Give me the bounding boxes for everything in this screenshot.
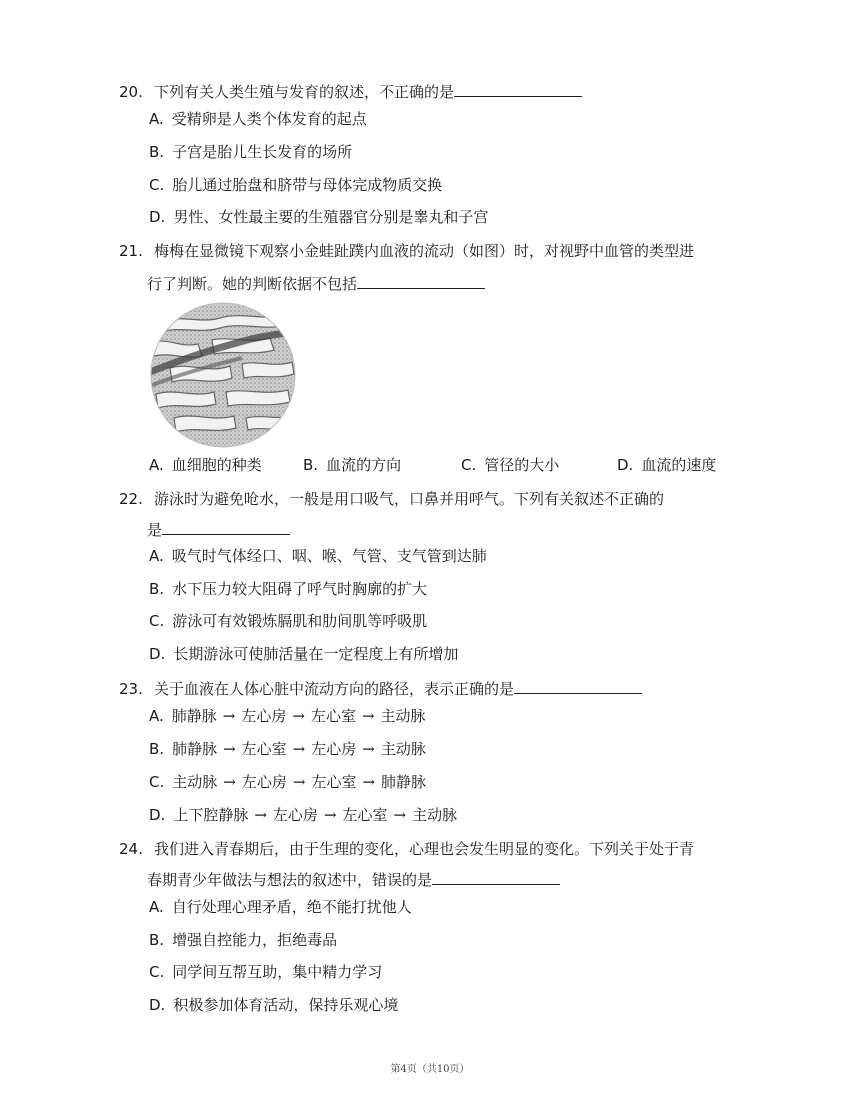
option-21-b[interactable]: B. 血流的方向 [303,456,402,474]
arrow-icon: → [361,707,375,725]
question-23 [119,677,759,700]
option-23-d[interactable]: D. 上下腔静脉 → 左心房 → 左心室 → 主动脉 [149,806,458,824]
arrow-icon: → [292,707,305,725]
option-23-b[interactable]: B. 肺静脉 → 左心室 → 左心房 → 主动脉 [149,740,426,758]
question-22-line2 [147,518,787,541]
option-21-c[interactable]: C. 管径的大小 [461,456,560,474]
answer-blank[interactable] [514,677,642,694]
question-24 [119,838,759,860]
question-22 [119,488,759,510]
option-21-d[interactable]: D. 血流的速度 [617,456,717,474]
arrow-icon: → [254,806,267,824]
option-22-b[interactable]: B. 水下压力较大阻碍了呼气时胸廓的扩大 [149,580,428,598]
answer-blank[interactable] [357,272,485,289]
question-21-line2 [147,272,787,295]
arrow-icon: → [292,773,306,791]
option-24-d[interactable]: D. 积极参加体育活动，保持乐观心境 [149,996,399,1014]
question-stem: 关于血液在人体心脏中流动方向的路径，表示正确的是 [154,680,515,698]
arrow-icon: → [362,740,375,758]
question-number: 24. [119,840,143,858]
question-number: 23. [119,680,143,698]
question-stem-line1: 梅梅在显微镜下观察小金蛙趾蹼内血液的流动（如图）时，对视野中血管的类型进 [154,242,695,260]
arrow-icon: → [393,806,407,824]
option-24-b[interactable]: B. 增强自控能力，拒绝毒品 [149,931,338,949]
question-number: 20. [119,83,143,101]
option-24-c[interactable]: C. 同学间互帮互助，集中精力学习 [149,963,383,981]
option-22-a[interactable]: A. 吸气时气体经口、咽、喉、气管、支气管到达肺 [149,547,487,565]
arrow-icon: → [223,740,236,758]
option-24-a[interactable]: A. 自行处理心理矛盾，绝不能打扰他人 [149,898,412,916]
question-stem-line2: 是 [147,521,163,539]
option-23-c[interactable]: C. 主动脉 → 左心房 → 左心室 → 肺静脉 [149,773,427,791]
question-stem-line1: 游泳时为避免呛水，一般是用口吸气，口鼻并用呼气。下列有关叙述不正确的 [154,490,665,508]
question-stem: 下列有关人类生殖与发育的叙述，不正确的是 [154,83,455,101]
question-stem-line2: 行了判断。她的判断依据不包括 [147,275,358,293]
answer-blank[interactable] [432,868,560,885]
arrow-icon: → [362,773,376,791]
question-number: 22. [119,490,143,508]
option-21-a[interactable]: A. 血细胞的种类 [149,456,262,474]
option-22-c[interactable]: C. 游泳可有效锻炼膈肌和肋间肌等呼吸肌 [149,612,428,630]
microscope-view-image [150,302,296,448]
question-21 [119,240,759,262]
answer-blank[interactable] [162,518,290,535]
question-24-line2 [147,868,787,891]
question-stem-line1: 我们进入青春期后，由于生理的变化，心理也会发生明显的变化。下列关于处于青 [154,840,695,858]
question-stem-line2: 春期青少年做法与想法的叙述中，错误的是 [147,871,433,889]
question-number: 21. [119,242,143,260]
option-20-b[interactable]: B. 子宫是胎儿生长发育的场所 [149,143,353,161]
answer-blank[interactable] [454,80,582,97]
option-20-a[interactable]: A. 受精卵是人类个体发育的起点 [149,110,367,128]
arrow-icon: → [323,806,337,824]
arrow-icon: → [222,707,236,725]
arrow-icon: → [292,740,306,758]
page-footer: 第4页（共10页） [390,1064,470,1075]
arrow-icon: → [223,773,236,791]
option-22-d[interactable]: D. 长期游泳可使肺活量在一定程度上有所增加 [149,645,459,663]
option-20-d[interactable]: D. 男性、女性最主要的生殖器官分别是睾丸和子宫 [149,208,489,226]
option-20-c[interactable]: C. 胎儿通过胎盘和脐带与母体完成物质交换 [149,176,443,194]
option-23-a[interactable]: A. 肺静脉 → 左心房 → 左心室 → 主动脉 [149,707,426,725]
question-20 [119,80,759,103]
